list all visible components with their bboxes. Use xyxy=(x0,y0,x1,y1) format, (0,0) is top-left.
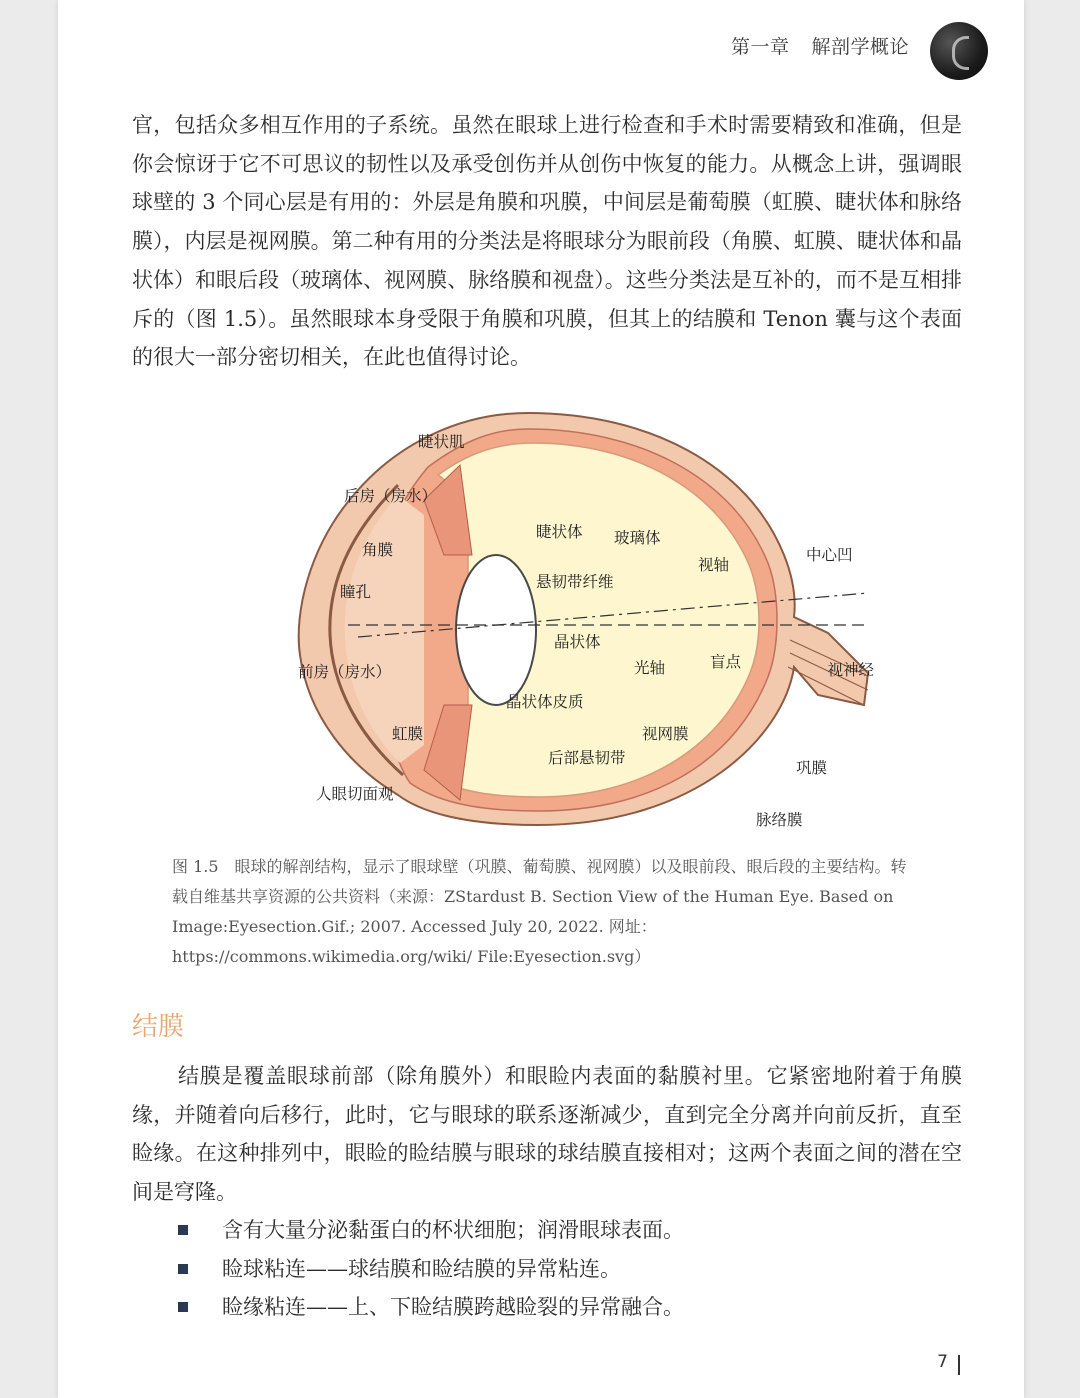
label-optic-nerve: 视神经 xyxy=(827,661,874,679)
label-lens-cortex: 晶状体皮质 xyxy=(506,693,584,711)
eye-diagram xyxy=(228,405,888,835)
label-section-view: 人眼切面观 xyxy=(316,785,394,803)
label-vitreous: 玻璃体 xyxy=(614,529,661,547)
page-number: 7 xyxy=(937,1352,948,1372)
label-zonule: 悬韧带纤维 xyxy=(536,573,614,591)
label-visual-axis: 视轴 xyxy=(698,556,730,574)
bullet-list xyxy=(132,1211,962,1327)
section-title: 结膜 xyxy=(132,1012,185,1042)
label-fovea: 中心凹 xyxy=(806,546,853,564)
chapter-badge-icon xyxy=(930,22,988,80)
label-lens: 晶状体 xyxy=(554,633,601,651)
label-retina: 视网膜 xyxy=(642,725,689,743)
lens-shape xyxy=(456,555,536,705)
label-posterior-chamber: 后房（房水） xyxy=(344,487,438,505)
chapter-title: 解剖学概论 xyxy=(811,36,909,58)
eye-anatomy-figure xyxy=(228,405,888,835)
bullet-text: 睑缘粘连——上、下睑结膜跨越睑裂的异常融合。 xyxy=(222,1295,684,1320)
label-choroid: 脉络膜 xyxy=(756,811,803,829)
page-number-bar xyxy=(958,1355,960,1375)
bullet-text: 睑球粘连——球结膜和睑结膜的异常粘连。 xyxy=(222,1256,621,1281)
bullet-square-icon xyxy=(178,1225,188,1235)
label-blind-spot: 盲点 xyxy=(710,653,742,671)
label-optical-axis: 光轴 xyxy=(634,659,666,677)
label-ciliary-body: 睫状体 xyxy=(536,523,583,541)
label-iris: 虹膜 xyxy=(392,725,424,743)
book-page xyxy=(58,0,1024,1398)
bullet-square-icon xyxy=(178,1264,188,1274)
list-item xyxy=(132,1250,962,1289)
label-pupil: 瞳孔 xyxy=(340,583,372,601)
list-item xyxy=(132,1288,962,1327)
label-ciliary-muscle: 睫状肌 xyxy=(418,433,465,451)
list-item xyxy=(132,1211,962,1250)
label-cornea: 角膜 xyxy=(362,541,394,559)
body-paragraph-1: 官，包括众多相互作用的子系统。虽然在眼球上进行检查和手术时需要精致和准确，但是你会惊讶于它不可思议的韧性以及承受创伤并从创伤中恢复的能力。从概念上讲，强调眼球壁的 3 个同心层是有用的：外层是角膜和巩膜，中间层是葡萄膜（虹膜、睫状体和脉络膜），内层是视网膜。第二种有用的分类法是将眼球分为眼前段（角膜、虹膜、睫状体和晶状体）和眼后段（玻璃体、视网膜、脉络膜和视盘）。这些分类法是互补的，而不是互相排斥的（图 1.5）。虽然眼球本身受限于角膜和巩膜，但其上的结膜和 Tenon 囊与这个表面的很大一部分密切相关，在此也值得讨论。 xyxy=(132,113,962,370)
label-sclera: 巩膜 xyxy=(796,759,828,777)
bullet-text: 含有大量分泌黏蛋白的杯状细胞；润滑眼球表面。 xyxy=(222,1218,684,1242)
chapter-number: 第一章 xyxy=(730,36,790,58)
section-paragraph: 结膜是覆盖眼球前部（除角膜外）和眼睑内表面的黏膜衬里。它紧密地附着于角膜缘，并随着向后移行，此时，它与眼球的联系逐渐减少，直到完全分离并向前反折，直至睑缘。在这种排列中，眼睑的睑结膜与眼球的球结膜直接相对；这两个表面之间的潜在空间是穹隆。 xyxy=(132,1064,962,1205)
label-anterior-chamber: 前房（房水） xyxy=(298,663,392,681)
bullet-square-icon xyxy=(178,1302,188,1312)
running-header xyxy=(731,32,909,59)
figure-caption: 图 1.5 眼球的解剖结构，显示了眼球壁（巩膜、葡萄膜、视网膜）以及眼前段、眼后段的主要结构。转载自维基共享资源的公共资料（来源：ZStardust B. Section View of the Human Eye. Based on Image:Eyesection.Gif.; 2007. Accessed July 20, 2022. 网址：https://commons.wikimedia.org/wiki/ File:Eyesection.svg） xyxy=(172,857,907,966)
label-posterior-zonule: 后部悬韧带 xyxy=(548,749,626,767)
